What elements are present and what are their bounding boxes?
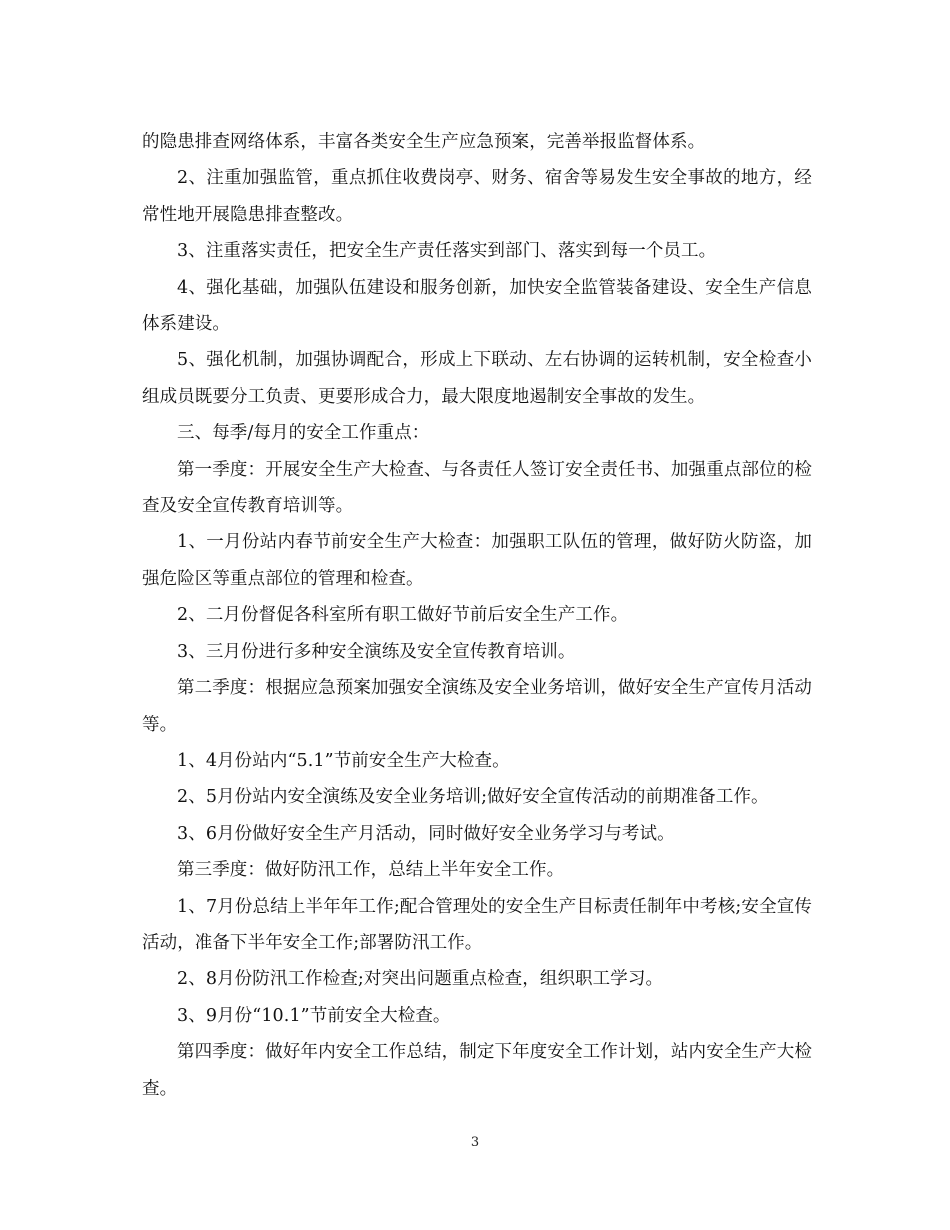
paragraph-item-4-foundation: 4、强化基础，加强队伍建设和服务创新，加快安全监管装备建设、安全生产信息体系建设。 [142,277,812,335]
paragraph-item-5-mechanism: 5、强化机制，加强协调配合，形成上下联动、左右协调的运转机制，安全检查小组成员既要分工负责、更要形成合力，最大限度地遏制安全事故的发生。 [142,350,812,407]
paragraph-q4-summary: 第四季度：做好年内安全工作总结，制定下年度安全工作计划，站内安全生产大检查。 [142,1042,812,1099]
paragraph-item-3-responsibility: 3、注重落实责任，把安全生产责任落实到部门、落实到每一个员工。 [177,241,717,262]
paragraph-q3-summary: 第三季度：做好防汛工作，总结上半年安全工作。 [177,860,565,881]
paragraph-q2-april: 1、4月份站内“5.1”节前安全生产大检查。 [177,750,510,771]
paragraph-q2-may: 2、5月份站内安全演练及安全业务培训;做好安全宣传活动的前期准备工作。 [177,787,769,808]
page-number: 3 [470,1135,480,1150]
paragraph-q3-september: 3、9月份“10.1”节前安全大检查。 [177,1005,451,1026]
paragraph-q1-january: 1、一月份站内春节前安全生产大检查：加强职工队伍的管理，做好防火防盗，加强危险区等重点部位的管理和检查。 [142,532,812,589]
section-heading-quarterly-focus: 三、每季/每月的安全工作重点： [177,423,430,444]
paragraph-q2-june: 3、6月份做好安全生产月活动，同时做好安全业务学习与考试。 [177,823,675,844]
paragraph-q1-summary: 第一季度：开展安全生产大检查、与各责任人签订安全责任书、加强重点部位的检查及安全宣传教育培训等。 [142,459,812,517]
paragraph-continuation: 的隐患排查网络体系，丰富各类安全生产应急预案，完善举报监督体系。 [142,132,706,152]
paragraph-q1-march: 3、三月份进行多种安全演练及安全宣传教育培训。 [177,641,576,662]
paragraph-item-2-supervision: 2、注重加强监管，重点抓住收费岗亭、财务、宿舍等易发生安全事故的地方，经常性地开展隐患排查整改。 [142,168,812,225]
paragraph-q3-july: 1、7月份总结上半年年工作;配合管理处的安全生产目标责任制年中考核;安全宣传活动，准备下半年安全工作;部署防汛工作。 [142,896,812,953]
paragraph-q2-summary: 第二季度：根据应急预案加强安全演练及安全业务培训，做好安全生产宣传月活动等。 [142,678,812,735]
document-body [142,124,812,1107]
paragraph-q1-february: 2、二月份督促各科室所有职工做好节前后安全生产工作。 [177,605,629,626]
paragraph-q3-august: 2、8月份防汛工作检查;对突出问题重点检查，组织职工学习。 [177,969,664,990]
